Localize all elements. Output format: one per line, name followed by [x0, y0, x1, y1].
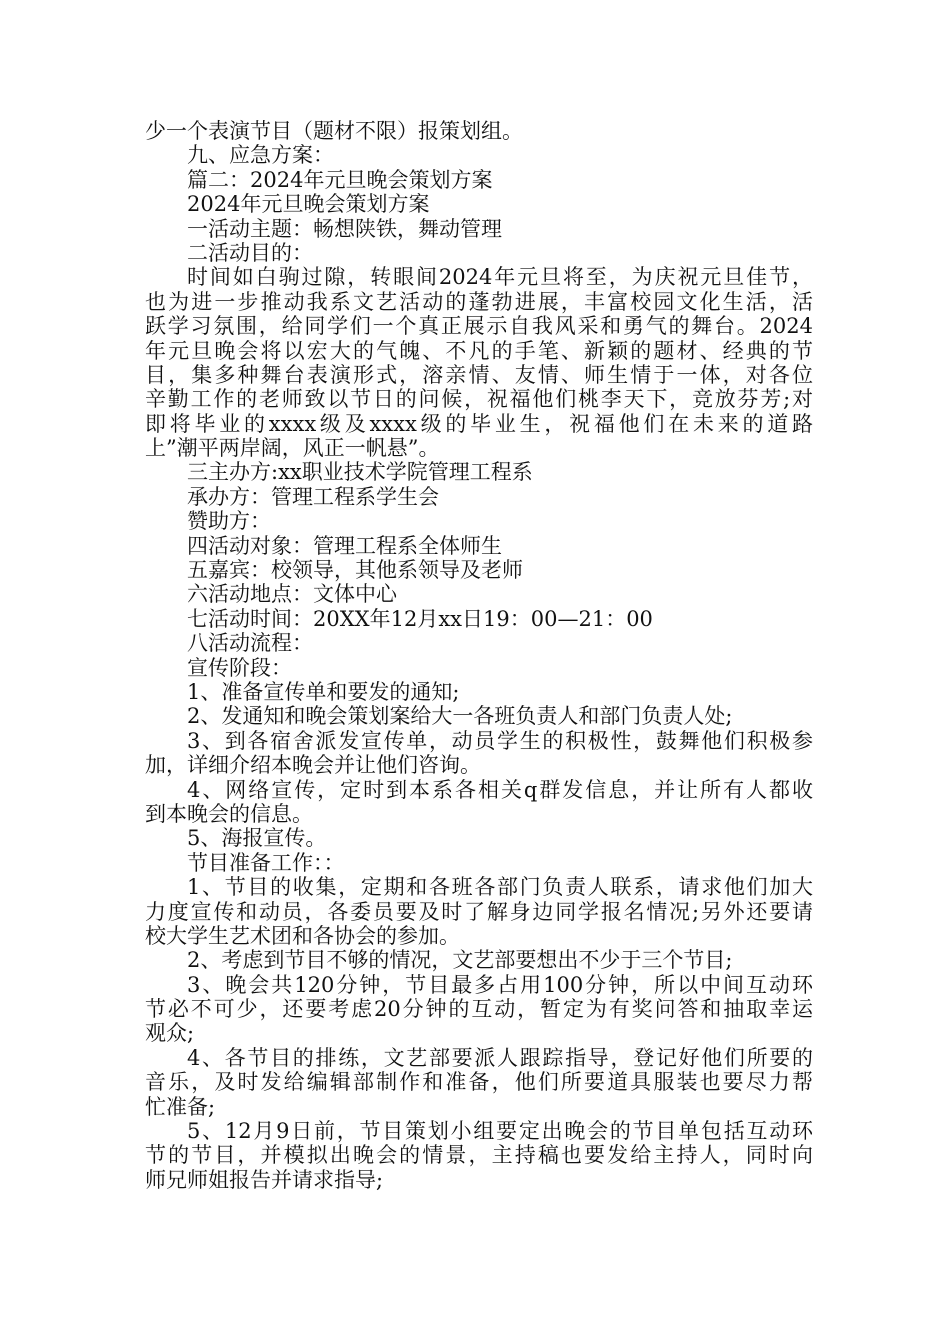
text-line: 4、各节目的排练，文艺部要派人跟踪指导，登记好他们所要的	[187, 1045, 813, 1070]
text-line: 加，详细介绍本晚会并让他们咨询。	[145, 753, 481, 778]
text-line: 节目准备工作：：	[187, 850, 345, 875]
text-line: 2024年元旦晚会策划方案	[187, 192, 430, 217]
text-line: 5、12月9日前，节目策划小组要定出晚会的节目单包括互动环	[187, 1119, 813, 1144]
text-line: 4、网络宣传，定时到本系各相关q群发信息，并让所有人都收	[187, 777, 813, 802]
text-line: 也为进一步推动我系文艺活动的蓬勃进展，丰富校园文化生活，活	[145, 289, 813, 314]
text-line: 即将毕业的xxxx级及xxxx级的毕业生，祝福他们在未来的道路	[145, 411, 813, 436]
text-line: 节的节目，并模拟出晚会的情景，主持稿也要发给主持人，同时向	[145, 1143, 813, 1168]
text-line: 一活动主题：畅想陕铁，舞动管理	[187, 216, 502, 241]
text-line: 二活动目的：	[187, 240, 313, 265]
text-line: 1、准备宣传单和要发的通知;	[187, 679, 460, 704]
text-line: 节必不可少，还要考虑20分钟的互动，暂定为有奖问答和抽取幸运	[145, 997, 813, 1022]
text-line: 5、海报宣传。	[187, 826, 327, 851]
text-line: 年元旦晚会将以宏大的气魄、不凡的手笔、新颖的题材、经典的节	[145, 338, 813, 363]
text-line: 力度宣传和动员，各委员要及时了解身边同学报名情况;另外还要请	[145, 899, 813, 924]
text-line: 3、到各宿舍派发宣传单，动员学生的积极性，鼓舞他们积极参	[187, 728, 813, 753]
text-line: 五嘉宾：校领导，其他系领导及老师	[187, 558, 523, 583]
text-line: 三主办方:xx职业技术学院管理工程系	[187, 460, 533, 485]
text-line: 2、考虑到节目不够的情况，文艺部要想出不少于三个节目;	[187, 948, 733, 973]
text-line: 师兄师姐报告并请求指导;	[145, 1167, 384, 1192]
text-line: 少一个表演节目（题材不限）报策划组。	[145, 119, 523, 143]
text-line: 篇二：2024年元旦晚会策划方案	[187, 167, 493, 192]
text-line: 八活动流程：	[187, 631, 313, 656]
document-page	[145, 119, 813, 1192]
text-line: 宣传阶段：	[187, 655, 292, 680]
text-line: 忙准备;	[145, 1094, 216, 1119]
text-line: 3、晚会共120分钟，节目最多占用100分钟，所以中间互动环	[187, 972, 813, 997]
text-line: 九、应急方案：	[187, 143, 334, 168]
text-line: 观众;	[145, 1021, 195, 1046]
text-line: 到本晚会的信息。	[145, 801, 313, 826]
text-line: 1、节目的收集，定期和各班各部门负责人联系，请求他们加大	[187, 875, 813, 900]
text-line: 四活动对象：管理工程系全体师生	[187, 533, 502, 558]
text-line: 六活动地点：文体中心	[187, 582, 397, 607]
text-line: 承办方：管理工程系学生会	[187, 484, 439, 509]
text-line: 赞助方：	[187, 509, 271, 534]
text-line: 音乐，及时发给编辑部制作和准备，他们所要道具服装也要尽力帮	[145, 1070, 813, 1095]
text-line: 辛勤工作的老师致以节日的问候，祝福他们桃李天下，竞放芬芳;对	[145, 387, 813, 412]
text-line: 时间如白驹过隙，转眼间2024年元旦将至，为庆祝元旦佳节，	[187, 265, 813, 290]
text-line: 跃学习氛围，给同学们一个真正展示自我风采和勇气的舞台。2024	[145, 314, 813, 339]
text-line: 校大学生艺术团和各协会的参加。	[145, 923, 460, 948]
text-line: 2、发通知和晚会策划案给大一各班负责人和部门负责人处;	[187, 704, 733, 729]
text-line: 七活动时间：20XX年12月xx日19：00—21：00	[187, 606, 653, 631]
text-line: 上”潮平两岸阔，风正一帆悬”。	[145, 436, 440, 461]
text-line: 目，集多种舞台表演形式，溶亲情、友情、师生情于一体，对各位	[145, 362, 813, 387]
